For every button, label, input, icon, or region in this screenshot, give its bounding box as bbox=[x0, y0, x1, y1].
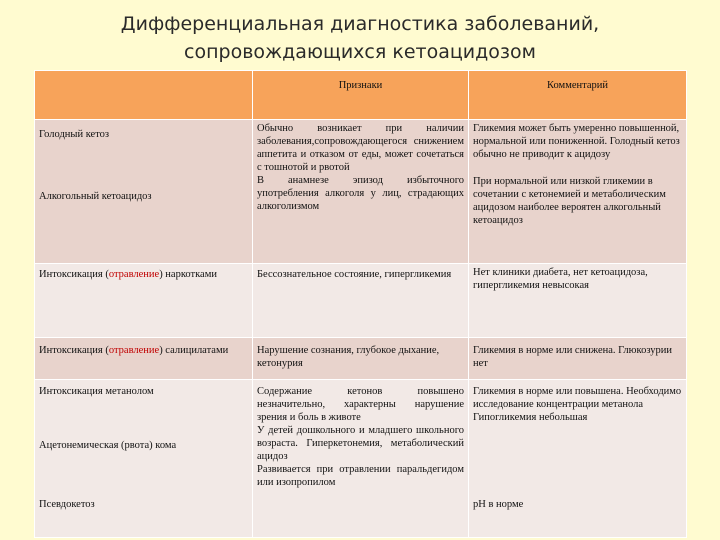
table-cell bbox=[253, 264, 469, 338]
poisoning-label: отравление bbox=[108, 345, 160, 356]
comment-text: При нормальной или низкой гликемии в сочетании с кетонемией и метаболическим ацидозом наиболее вероятен алкогольный кетоацидоз bbox=[473, 176, 666, 226]
disease-name: Ацетонемическая (рвота) кома bbox=[39, 440, 177, 451]
table-cell bbox=[35, 264, 253, 338]
table-cell bbox=[469, 264, 687, 338]
table-row bbox=[35, 264, 687, 338]
poisoning-label: отравление bbox=[108, 269, 160, 280]
disease-name: Интоксикация метанолом bbox=[39, 386, 154, 397]
comment-text: Гликемия в норме или снижена. Глюкозурии нет bbox=[473, 345, 672, 369]
header-cell-empty bbox=[35, 71, 253, 120]
comment-text: Гипогликемия небольшая bbox=[473, 412, 588, 423]
table-cell bbox=[35, 338, 253, 380]
comment-text: Нет клиники диабета, нет кетоацидоза, гипергликемия невысокая bbox=[473, 267, 648, 291]
table-cell bbox=[469, 338, 687, 380]
comment-text: Гликемия в норме или повышена. Необходимо исследование концентрации метанола bbox=[473, 386, 682, 410]
table-row bbox=[35, 380, 687, 538]
table-cell bbox=[35, 380, 253, 538]
disease-name-suffix: ) наркотками bbox=[159, 269, 217, 280]
disease-name-prefix: Интоксикация ( bbox=[39, 345, 109, 356]
disease-name: Голодный кетоз bbox=[39, 129, 110, 140]
signs-text: У детей дошкольного и младшего школьного возраста. Гиперкетонемия, метаболический ацидоз bbox=[257, 425, 464, 462]
header-cell-signs: Признаки bbox=[253, 71, 469, 120]
disease-name: Псевдокетоз bbox=[39, 499, 95, 510]
table-cell bbox=[253, 338, 469, 380]
table-cell bbox=[35, 120, 253, 264]
signs-text: В анамнезе эпизод избыточного употребления алкоголя у лиц, страдающих алкоголизмом bbox=[257, 175, 464, 212]
signs-text: Обычно возникает при наличии заболевания,сопровождающегося снижением аппетита и отказом от еды, может сочетаться с тошнотой и рвотой bbox=[257, 123, 464, 173]
title-line-1: Дифференциальная диагностика заболеваний, bbox=[120, 13, 600, 35]
signs-text: Бессознательное состояние, гипергликемия bbox=[257, 269, 452, 280]
disease-name-suffix: ) салицилатами bbox=[159, 345, 229, 356]
table-cell bbox=[253, 120, 469, 264]
table-row bbox=[35, 120, 687, 264]
table-cell bbox=[469, 380, 687, 538]
disease-name: Алкогольный кетоацидоз bbox=[39, 191, 152, 202]
diagnosis-table bbox=[34, 70, 687, 538]
table-cell bbox=[253, 380, 469, 538]
table-cell bbox=[469, 120, 687, 264]
table-row bbox=[35, 338, 687, 380]
table-header-row bbox=[35, 71, 687, 120]
signs-text: Нарушение сознания, глубокое дыхание, кетонурия bbox=[257, 345, 440, 369]
signs-text: Содержание кетонов повышено незначительно, характерны нарушение зрения и боль в животе bbox=[257, 386, 464, 423]
header-cell-comment: Комментарий bbox=[469, 71, 687, 120]
title-line-2: сопровождающихся кетоацидозом bbox=[184, 41, 536, 63]
comment-text: Гликемия может быть умеренно повышенной, нормальной или пониженной. Голодный кетоз обычно не приводит к ацидозу bbox=[473, 123, 680, 160]
disease-name-prefix: Интоксикация ( bbox=[39, 269, 109, 280]
comment-text: pH в норме bbox=[473, 499, 524, 510]
page-title bbox=[0, 10, 720, 66]
signs-text: Развивается при отравлении паральдегидом или изопропилом bbox=[257, 464, 464, 488]
